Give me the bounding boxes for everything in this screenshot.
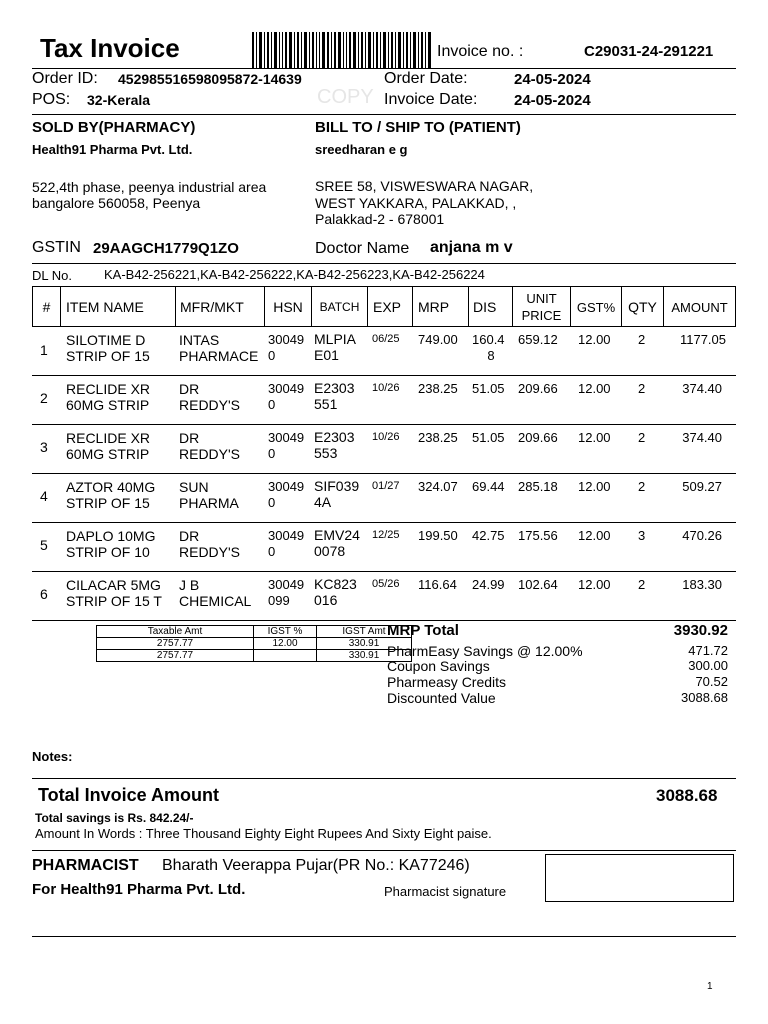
order-id-label: Order ID:: [32, 70, 98, 87]
quantity: 3: [638, 528, 646, 543]
savings-value: 471.72: [688, 643, 728, 658]
invoice-date: 24-05-2024: [514, 92, 591, 109]
table-row: [32, 473, 736, 523]
gst-igst-amt: 330.91: [317, 638, 412, 650]
mfr-line2: REDDY'S: [179, 544, 241, 560]
table-row: [32, 571, 736, 621]
item-name-line2: 60MG STRIP: [66, 446, 150, 462]
mfr-line2: CHEMICAL: [179, 593, 252, 609]
credits-value: 70.52: [695, 674, 728, 689]
gst-percent: 12.00: [578, 479, 611, 494]
doctor-name: anjana m v: [430, 239, 513, 256]
col-header-batch: BATCH: [319, 299, 360, 314]
discount-line1: 51.05: [472, 430, 505, 445]
invoice-date-label: Invoice Date:: [384, 91, 478, 108]
gst-taxable: 2757.77: [97, 638, 254, 650]
col-header-item: ITEM NAME: [66, 298, 144, 315]
mrp-total-value: 3930.92: [673, 622, 728, 639]
gstin-value: 29AAGCH1779Q1ZO: [93, 240, 239, 257]
gst-taxable: 2757.77: [97, 650, 254, 662]
amount: 470.26: [682, 528, 722, 543]
discount-line2: 8: [487, 348, 495, 363]
col-header-unit-line2: PRICE: [521, 308, 562, 323]
gst-percent: 12.00: [578, 381, 611, 396]
gst-percent: 12.00: [578, 332, 611, 347]
barcode-image: [252, 32, 432, 68]
hsn-line2: 0: [268, 348, 276, 363]
buyer-address-line1: SREE 58, VISWESWARA NAGAR,: [315, 178, 534, 194]
divider: [32, 778, 736, 779]
row-number: 4: [40, 488, 48, 504]
dl-label: DL No.: [32, 268, 72, 283]
total-invoice-amount: 3088.68: [656, 786, 718, 805]
hsn-line1: 30049: [268, 430, 305, 445]
signature-box: [545, 854, 734, 902]
pharmacist-label: PHARMACIST: [32, 857, 139, 874]
item-name-line1: SILOTIME D: [66, 332, 146, 348]
expiry: 12/25: [372, 529, 400, 541]
buyer-address-line3: Palakkad-2 - 678001: [315, 211, 445, 227]
item-name-line2: STRIP OF 10: [66, 544, 150, 560]
mfr-line1: INTAS: [179, 332, 220, 348]
seller-address-line2: bangalore 560058, Peenya: [32, 195, 201, 211]
discount-line1: 42.75: [472, 528, 505, 543]
gst-summary-row: [97, 638, 412, 650]
coupon-line: [387, 658, 728, 674]
unit-price: 209.66: [518, 381, 558, 396]
expiry: 10/26: [372, 431, 400, 443]
invoice-no-label: Invoice no. :: [437, 43, 524, 60]
unit-price: 285.18: [518, 479, 558, 494]
batch-line2: E01: [314, 347, 339, 363]
pos-label: POS:: [32, 91, 71, 108]
gst-summary-header: [97, 626, 412, 638]
expiry: 05/26: [372, 578, 400, 590]
quantity: 2: [638, 479, 646, 494]
total-savings: Total savings is Rs. 842.24/-: [35, 811, 194, 825]
total-invoice-label: Total Invoice Amount: [38, 785, 220, 805]
quantity: 2: [638, 381, 646, 396]
col-header-hsn: HSN: [273, 298, 303, 315]
col-header-num: #: [42, 298, 51, 315]
order-id: 452985516598095872-14639: [118, 71, 302, 87]
savings-line: [387, 643, 728, 659]
col-line: [175, 287, 176, 327]
hsn-line1: 30049: [268, 479, 305, 494]
mfr-line1: DR: [179, 528, 200, 544]
gstin-label: GSTIN: [32, 239, 81, 256]
hsn-line2: 0: [268, 397, 276, 412]
divider: [32, 850, 736, 851]
item-name-line2: STRIP OF 15: [66, 495, 150, 511]
seller-name: Health91 Pharma Pvt. Ltd.: [32, 142, 193, 157]
col-header-dis: DIS: [473, 298, 497, 315]
pos-value: 32-Kerala: [87, 92, 151, 108]
divider: [32, 936, 736, 937]
discounted-value: 3088.68: [681, 690, 728, 705]
order-date: 24-05-2024: [514, 71, 591, 88]
table-row: [32, 326, 736, 376]
savings-label: PharmEasy Savings @ 12.00%: [387, 643, 583, 659]
hsn-line1: 30049: [268, 528, 305, 543]
gst-igst-pct: 12.00: [254, 638, 317, 650]
discount-line1: 69.44: [472, 479, 505, 494]
buyer-address-line2: WEST YAKKARA, PALAKKAD, ,: [315, 195, 517, 211]
mfr-line2: PHARMA: [179, 495, 239, 511]
dl-numbers: KA-B42-256221,KA-B42-256222,KA-B42-256223,KA-B42-256224: [104, 267, 485, 282]
for-company: For Health91 Pharma Pvt. Ltd.: [32, 881, 246, 898]
gst-header-igst-amt: IGST Amt: [317, 626, 412, 638]
table-row: [32, 375, 736, 425]
batch-line1: EMV24: [314, 527, 360, 543]
hsn-line2: 0: [268, 544, 276, 559]
discount-line1: 51.05: [472, 381, 505, 396]
row-number: 2: [40, 390, 48, 406]
row-number: 5: [40, 537, 48, 553]
discounted-line: [387, 690, 728, 706]
page-number: 1: [707, 981, 713, 992]
col-header-unit-price: [513, 287, 570, 327]
mrp: 238.25: [418, 430, 458, 445]
pharmacist-name: Bharath Veerappa Pujar(PR No.: KA77246): [162, 857, 470, 874]
divider: [32, 68, 736, 69]
mrp: 116.64: [418, 577, 457, 592]
buyer-heading: BILL TO / SHIP TO (PATIENT): [315, 119, 521, 136]
quantity: 2: [638, 577, 646, 592]
col-header-mfr: MFR/MKT: [180, 298, 244, 315]
gst-percent: 12.00: [578, 528, 611, 543]
doctor-label: Doctor Name: [315, 240, 410, 257]
amount: 509.27: [682, 479, 722, 494]
invoice-no: C29031-24-291221: [584, 43, 714, 60]
col-header-mrp: MRP: [418, 298, 450, 315]
col-header-unit-line1: UNIT: [526, 291, 557, 306]
expiry: 06/25: [372, 333, 400, 345]
table-row: [32, 522, 736, 572]
col-header-qty: QTY: [628, 298, 657, 315]
invoice-title: Tax Invoice: [40, 33, 180, 63]
quantity: 2: [638, 332, 646, 347]
mrp-total-label: MRP Total: [387, 622, 459, 639]
hsn-line1: 30049: [268, 332, 305, 347]
hsn-line1: 30049: [268, 381, 305, 396]
notes-label: Notes:: [32, 749, 73, 764]
amount: 183.30: [682, 577, 722, 592]
unit-price: 175.56: [518, 528, 558, 543]
batch-line2: 553: [314, 445, 338, 461]
divider: [32, 114, 736, 115]
hsn-line2: 0: [268, 495, 276, 510]
batch-line2: 4A: [314, 494, 332, 510]
pharmacist-signature-label: Pharmacist signature: [384, 884, 507, 899]
mrp: 238.25: [418, 381, 458, 396]
item-name-line2: STRIP OF 15: [66, 348, 150, 364]
gst-percent: 12.00: [578, 430, 611, 445]
coupon-value: 300.00: [688, 658, 728, 673]
item-name-line1: DAPLO 10MG: [66, 528, 156, 544]
quantity: 2: [638, 430, 646, 445]
batch-line1: MLPIA: [314, 331, 357, 347]
col-line: [735, 287, 736, 327]
gst-header-taxable: Taxable Amt: [97, 626, 254, 638]
gst-summary-table: [96, 625, 412, 662]
amount-in-words: Amount In Words : Three Thousand Eighty Eight Rupees And Sixty Eight paise.: [35, 826, 492, 841]
hsn-line1: 30049: [268, 577, 305, 592]
mfr-line1: J B: [179, 577, 200, 593]
expiry: 10/26: [372, 382, 400, 394]
batch-line2: 551: [314, 396, 338, 412]
gst-summary-row: [97, 650, 412, 662]
copy-watermark: COPY: [317, 86, 374, 108]
discounted-label: Discounted Value: [387, 690, 496, 706]
seller-address-line1: 522,4th phase, peenya industrial area: [32, 179, 267, 195]
mfr-line1: DR: [179, 381, 200, 397]
row-number: 3: [40, 439, 48, 455]
batch-line2: 0078: [314, 543, 346, 559]
col-header-exp: EXP: [373, 298, 402, 315]
hsn-line2: 099: [268, 593, 290, 608]
amount: 1177.05: [679, 332, 726, 347]
mrp: 324.07: [418, 479, 458, 494]
item-name-line2: 60MG STRIP: [66, 397, 150, 413]
discount-line1: 24.99: [472, 577, 505, 592]
coupon-label: Coupon Savings: [387, 658, 490, 674]
mrp: 749.00: [418, 332, 458, 347]
mfr-line2: PHARMACE: [179, 348, 259, 364]
buyer-name: sreedharan e g: [315, 142, 408, 157]
amount: 374.40: [682, 381, 722, 396]
seller-heading: SOLD BY(PHARMACY): [32, 119, 196, 136]
amount: 374.40: [682, 430, 722, 445]
unit-price: 659.12: [518, 332, 558, 347]
order-date-label: Order Date:: [384, 70, 468, 87]
credits-line: [387, 674, 728, 690]
item-name-line1: CILACAR 5MG: [66, 577, 161, 593]
item-name-line1: AZTOR 40MG: [66, 479, 156, 495]
divider: [32, 263, 736, 264]
credits-label: Pharmeasy Credits: [387, 674, 507, 690]
expiry: 01/27: [372, 480, 400, 492]
batch-line1: E2303: [314, 380, 355, 396]
batch-line1: KC823: [314, 576, 357, 592]
item-name-line1: RECLIDE XR: [66, 381, 151, 397]
gst-igst-pct: [254, 650, 317, 662]
discount-line1: 160.4: [472, 332, 505, 347]
mfr-line2: REDDY'S: [179, 397, 241, 413]
hsn-line2: 0: [268, 446, 276, 461]
batch-line1: SIF039: [314, 478, 360, 494]
table-row: [32, 424, 736, 474]
mfr-line1: SUN: [179, 479, 209, 495]
gst-header-igst-pct: IGST %: [254, 626, 317, 638]
unit-price: 209.66: [518, 430, 558, 445]
gst-percent: 12.00: [578, 577, 611, 592]
batch-line1: E2303: [314, 429, 355, 445]
row-number: 6: [40, 586, 48, 602]
col-header-gst: GST%: [576, 299, 616, 315]
item-name-line2: STRIP OF 15 T: [66, 593, 162, 609]
mfr-line2: REDDY'S: [179, 446, 241, 462]
unit-price: 102.64: [518, 577, 558, 592]
col-header-amount: AMOUNT: [671, 299, 728, 315]
mrp: 199.50: [418, 528, 458, 543]
mfr-line1: DR: [179, 430, 200, 446]
batch-line2: 016: [314, 592, 338, 608]
col-line: [60, 287, 61, 327]
row-number: 1: [40, 342, 48, 358]
gst-igst-amt: 330.91: [317, 650, 412, 662]
mrp-total-line: [387, 622, 728, 639]
item-name-line1: RECLIDE XR: [66, 430, 151, 446]
